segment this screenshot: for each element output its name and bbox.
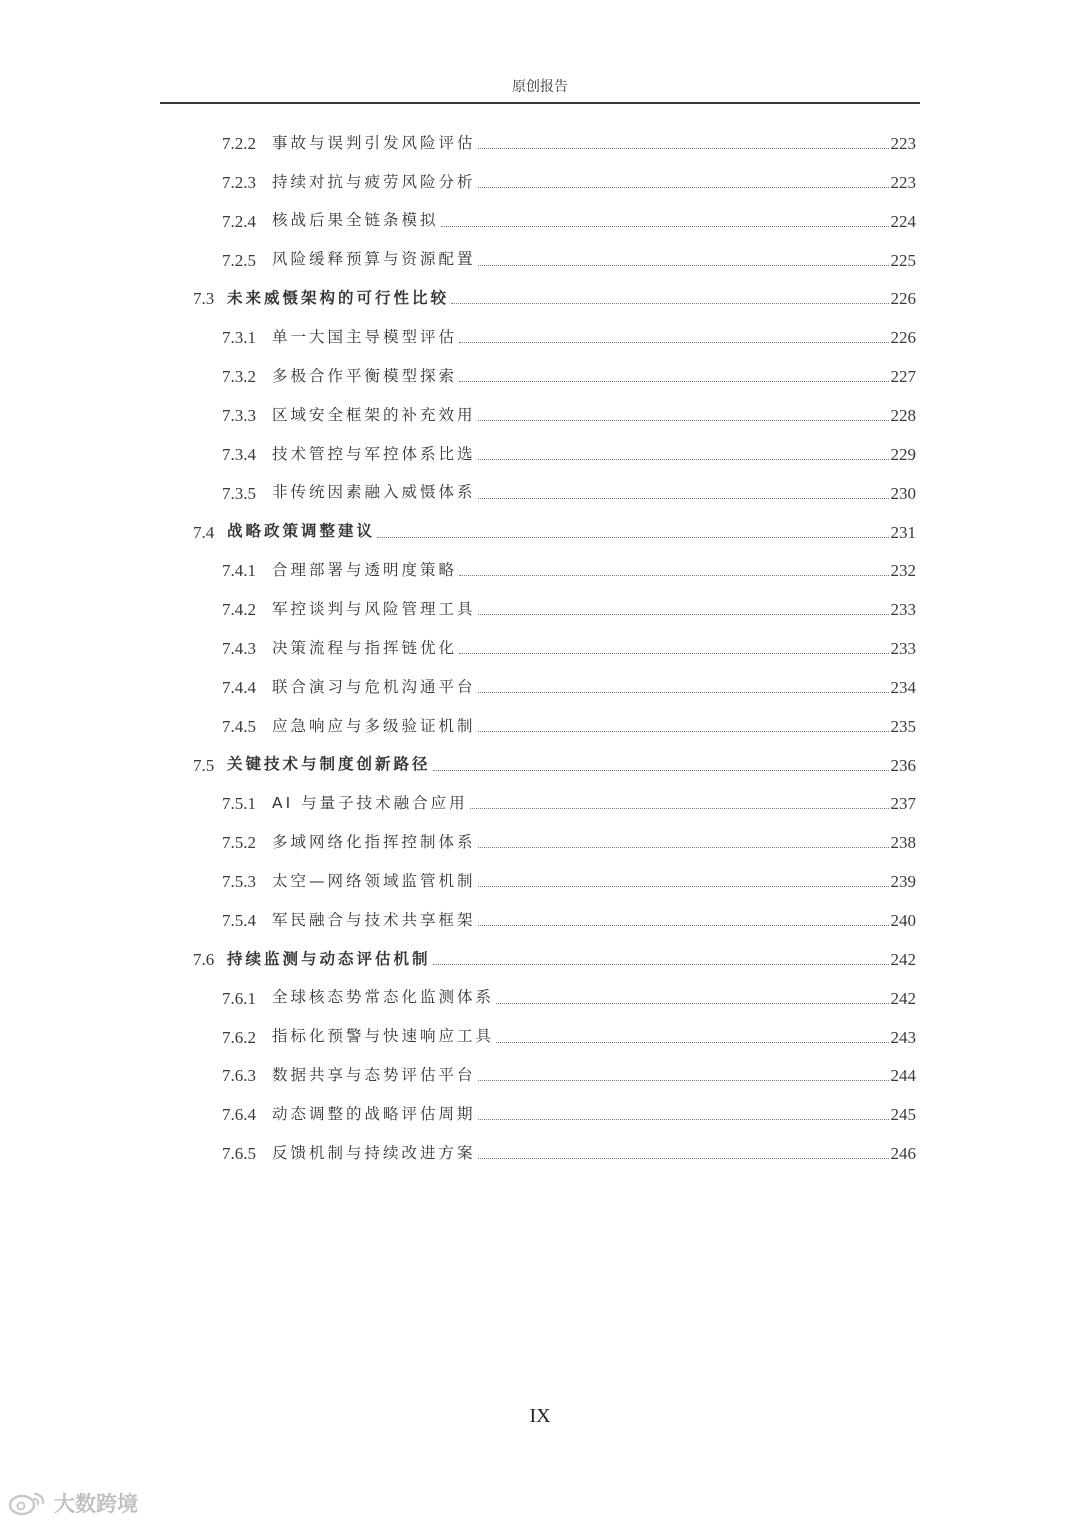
dot-leader xyxy=(478,265,889,266)
toc-entry-title: 单一大国主导模型评估 xyxy=(272,328,458,346)
toc-entry-number: 7.6.1 xyxy=(222,988,256,1008)
toc-entry[interactable] xyxy=(222,124,916,163)
dot-leader xyxy=(459,653,888,654)
toc-entry-page: 227 xyxy=(890,367,916,387)
toc-entry-page: 246 xyxy=(890,1144,916,1164)
toc-entry-title: 军民融合与技术共享框架 xyxy=(272,910,476,929)
dot-leader xyxy=(478,420,889,421)
toc-entry-page: 237 xyxy=(890,794,916,814)
toc-entry-page: 223 xyxy=(890,134,916,153)
toc-entry-number: 7.5.3 xyxy=(222,872,256,892)
dot-leader xyxy=(478,459,889,460)
toc-entry-page: 238 xyxy=(890,833,916,853)
toc-entry-page: 244 xyxy=(890,1066,916,1086)
toc-entry-title: 技术管控与军控体系比选 xyxy=(272,444,476,463)
toc-entry-page: 230 xyxy=(890,483,916,503)
toc-entry-number: 7.4.1 xyxy=(222,561,256,581)
toc-entry[interactable] xyxy=(222,823,916,862)
toc-entry-page: 235 xyxy=(890,716,916,736)
dot-leader xyxy=(377,537,888,538)
toc-entry[interactable] xyxy=(222,1134,916,1173)
toc-entry-number: 7.3 xyxy=(193,289,215,309)
toc-entry-page: 243 xyxy=(890,1027,916,1047)
dot-leader xyxy=(433,964,889,965)
dot-leader xyxy=(470,808,889,809)
dot-leader xyxy=(478,498,889,499)
toc-entry-page: 239 xyxy=(890,872,916,892)
toc-entry-page: 242 xyxy=(890,988,916,1008)
dot-leader xyxy=(478,925,889,926)
dot-leader xyxy=(441,226,889,227)
header-title: 原创报告 xyxy=(512,79,568,95)
toc-entry-title: 决策流程与指挥链优化 xyxy=(272,638,458,657)
toc-entry[interactable] xyxy=(222,357,916,396)
toc-entry[interactable] xyxy=(222,979,916,1018)
toc-entry-number: 7.5.2 xyxy=(222,833,256,853)
toc-entry-page: 240 xyxy=(890,911,916,930)
dot-leader xyxy=(459,381,888,382)
toc-entry[interactable] xyxy=(222,1056,916,1095)
toc-entry-title: 多域网络化指挥控制体系 xyxy=(272,833,476,852)
dot-leader xyxy=(478,187,889,188)
toc-entry[interactable] xyxy=(193,746,916,785)
toc-entry[interactable] xyxy=(222,474,916,513)
toc-entry-title: 持续监测与动态评估机制 xyxy=(227,949,431,968)
toc-entry-page: 231 xyxy=(890,522,916,542)
dot-leader xyxy=(478,692,889,693)
toc-entry-number: 7.4.5 xyxy=(222,716,256,736)
toc-entry-title: AI 与量子技术融合应用 xyxy=(272,794,468,813)
toc-entry-number: 7.3.3 xyxy=(222,405,256,425)
dot-leader xyxy=(478,847,889,848)
toc-entry-number: 7.5 xyxy=(193,755,215,775)
toc-entry-number: 7.6.4 xyxy=(222,1105,256,1125)
toc-entry-title: 未来威慑架构的可行性比较 xyxy=(227,289,450,308)
dot-leader xyxy=(478,731,889,732)
toc-entry-page: 226 xyxy=(890,328,916,348)
toc-entry-number: 7.5.1 xyxy=(222,794,256,814)
watermark xyxy=(8,1488,138,1518)
toc-entry[interactable] xyxy=(222,901,916,940)
toc-entry-page: 226 xyxy=(890,289,916,309)
toc-entry[interactable] xyxy=(222,396,916,435)
toc-entry-number: 7.2.3 xyxy=(222,172,256,192)
toc-entry-title: 持续对抗与疲劳风险分析 xyxy=(272,172,476,191)
toc-entry-title: 事故与误判引发风险评估 xyxy=(272,133,476,152)
toc-entry-number: 7.5.4 xyxy=(222,911,256,930)
weibo-logo-icon xyxy=(8,1490,48,1516)
toc-entry-number: 7.6.5 xyxy=(222,1144,256,1164)
toc-entry[interactable] xyxy=(222,551,916,590)
toc-entry-page: 232 xyxy=(890,561,916,581)
toc-entry-number: 7.3.5 xyxy=(222,483,256,503)
toc-entry[interactable] xyxy=(222,668,916,707)
toc-entry-number: 7.2.2 xyxy=(222,134,256,153)
toc-entry-number: 7.3.4 xyxy=(222,444,256,464)
toc-entry-title: 指标化预警与快速响应工具 xyxy=(272,1027,495,1046)
toc-entry-page: 225 xyxy=(890,250,916,270)
toc-entry-title: 合理部署与透明度策略 xyxy=(272,561,458,580)
dot-leader xyxy=(451,303,888,304)
dot-leader xyxy=(459,575,888,576)
toc-entry-page: 228 xyxy=(890,405,916,425)
toc-entry-page: 224 xyxy=(890,211,916,231)
toc-entry-number: 7.2.5 xyxy=(222,250,256,270)
toc-entry[interactable] xyxy=(222,163,916,202)
toc-entry[interactable] xyxy=(222,1095,916,1134)
toc-entry[interactable] xyxy=(193,513,916,552)
toc-entry[interactable] xyxy=(222,862,916,901)
toc-entry-number: 7.3.2 xyxy=(222,367,256,387)
toc-entry-title: 太空—网络领域监管机制 xyxy=(272,871,476,890)
toc-entry-title: 联合演习与危机沟通平台 xyxy=(272,677,476,696)
toc-entry[interactable] xyxy=(222,1018,916,1057)
toc-entry-title: 全球核态势常态化监测体系 xyxy=(272,988,495,1007)
toc-entry-number: 7.4.3 xyxy=(222,639,256,659)
toc-entry[interactable] xyxy=(222,707,916,746)
toc-entry-title: 反馈机制与持续改进方案 xyxy=(272,1143,476,1162)
toc-entry-title: 风险缓释预算与资源配置 xyxy=(272,250,476,269)
dot-leader xyxy=(496,1042,888,1043)
toc-entry-number: 7.6.3 xyxy=(222,1066,256,1086)
toc-entry-title: 战略政策调整建议 xyxy=(227,522,376,541)
dot-leader xyxy=(478,1119,889,1120)
toc-entry-title: 数据共享与态势评估平台 xyxy=(272,1066,476,1085)
toc-entry-title: 多极合作平衡模型探索 xyxy=(272,366,458,385)
toc-entry[interactable] xyxy=(222,629,916,668)
dot-leader xyxy=(478,1080,889,1081)
toc-entry-number: 7.2.4 xyxy=(222,211,256,231)
toc-entry-title: 关键技术与制度创新路径 xyxy=(227,755,431,774)
toc-entry-page: 233 xyxy=(890,600,916,620)
toc-entry-number: 7.4 xyxy=(193,522,215,542)
toc-entry-title: 动态调整的战略评估周期 xyxy=(272,1105,476,1123)
dot-leader xyxy=(478,148,889,149)
toc-entry-title: 应急响应与多级验证机制 xyxy=(272,716,476,735)
toc-entry-page: 223 xyxy=(890,172,916,192)
toc-entry-number: 7.6 xyxy=(193,949,215,969)
toc-entry-page: 229 xyxy=(890,444,916,464)
dot-leader xyxy=(433,770,889,771)
toc-entry-page: 245 xyxy=(890,1105,916,1125)
dot-leader xyxy=(496,1003,888,1004)
toc-entry[interactable] xyxy=(222,784,916,823)
toc-entry-page: 234 xyxy=(890,677,916,697)
page-number: IX xyxy=(529,1405,551,1427)
toc-entry-title: 区域安全框架的补充效用 xyxy=(272,405,476,424)
toc-entry[interactable] xyxy=(222,241,916,280)
toc-entry-number: 7.3.1 xyxy=(222,328,256,348)
toc-entry-number: 7.4.4 xyxy=(222,677,256,697)
dot-leader xyxy=(478,1158,889,1159)
toc-entry-page: 242 xyxy=(890,949,916,969)
toc-entry[interactable] xyxy=(193,940,916,979)
dot-leader xyxy=(459,342,888,343)
toc-entry-number: 7.4.2 xyxy=(222,600,256,620)
dot-leader xyxy=(478,886,889,887)
toc-entry-page: 236 xyxy=(890,755,916,775)
toc-entry[interactable] xyxy=(222,202,916,241)
toc-entry-number: 7.6.2 xyxy=(222,1027,256,1047)
toc-entry[interactable] xyxy=(222,435,916,474)
toc-entry[interactable] xyxy=(222,318,916,357)
toc-entry[interactable] xyxy=(222,590,916,629)
watermark-text: 大数跨境 xyxy=(54,1492,138,1516)
toc-entry[interactable] xyxy=(193,279,916,318)
toc-entry-title: 军控谈判与风险管理工具 xyxy=(272,599,476,618)
dot-leader xyxy=(478,614,889,615)
toc-entry-title: 非传统因素融入威慑体系 xyxy=(272,483,476,502)
toc-entry-page: 233 xyxy=(890,639,916,659)
toc-entry-title: 核战后果全链条模拟 xyxy=(272,211,439,230)
running-header xyxy=(160,72,920,104)
